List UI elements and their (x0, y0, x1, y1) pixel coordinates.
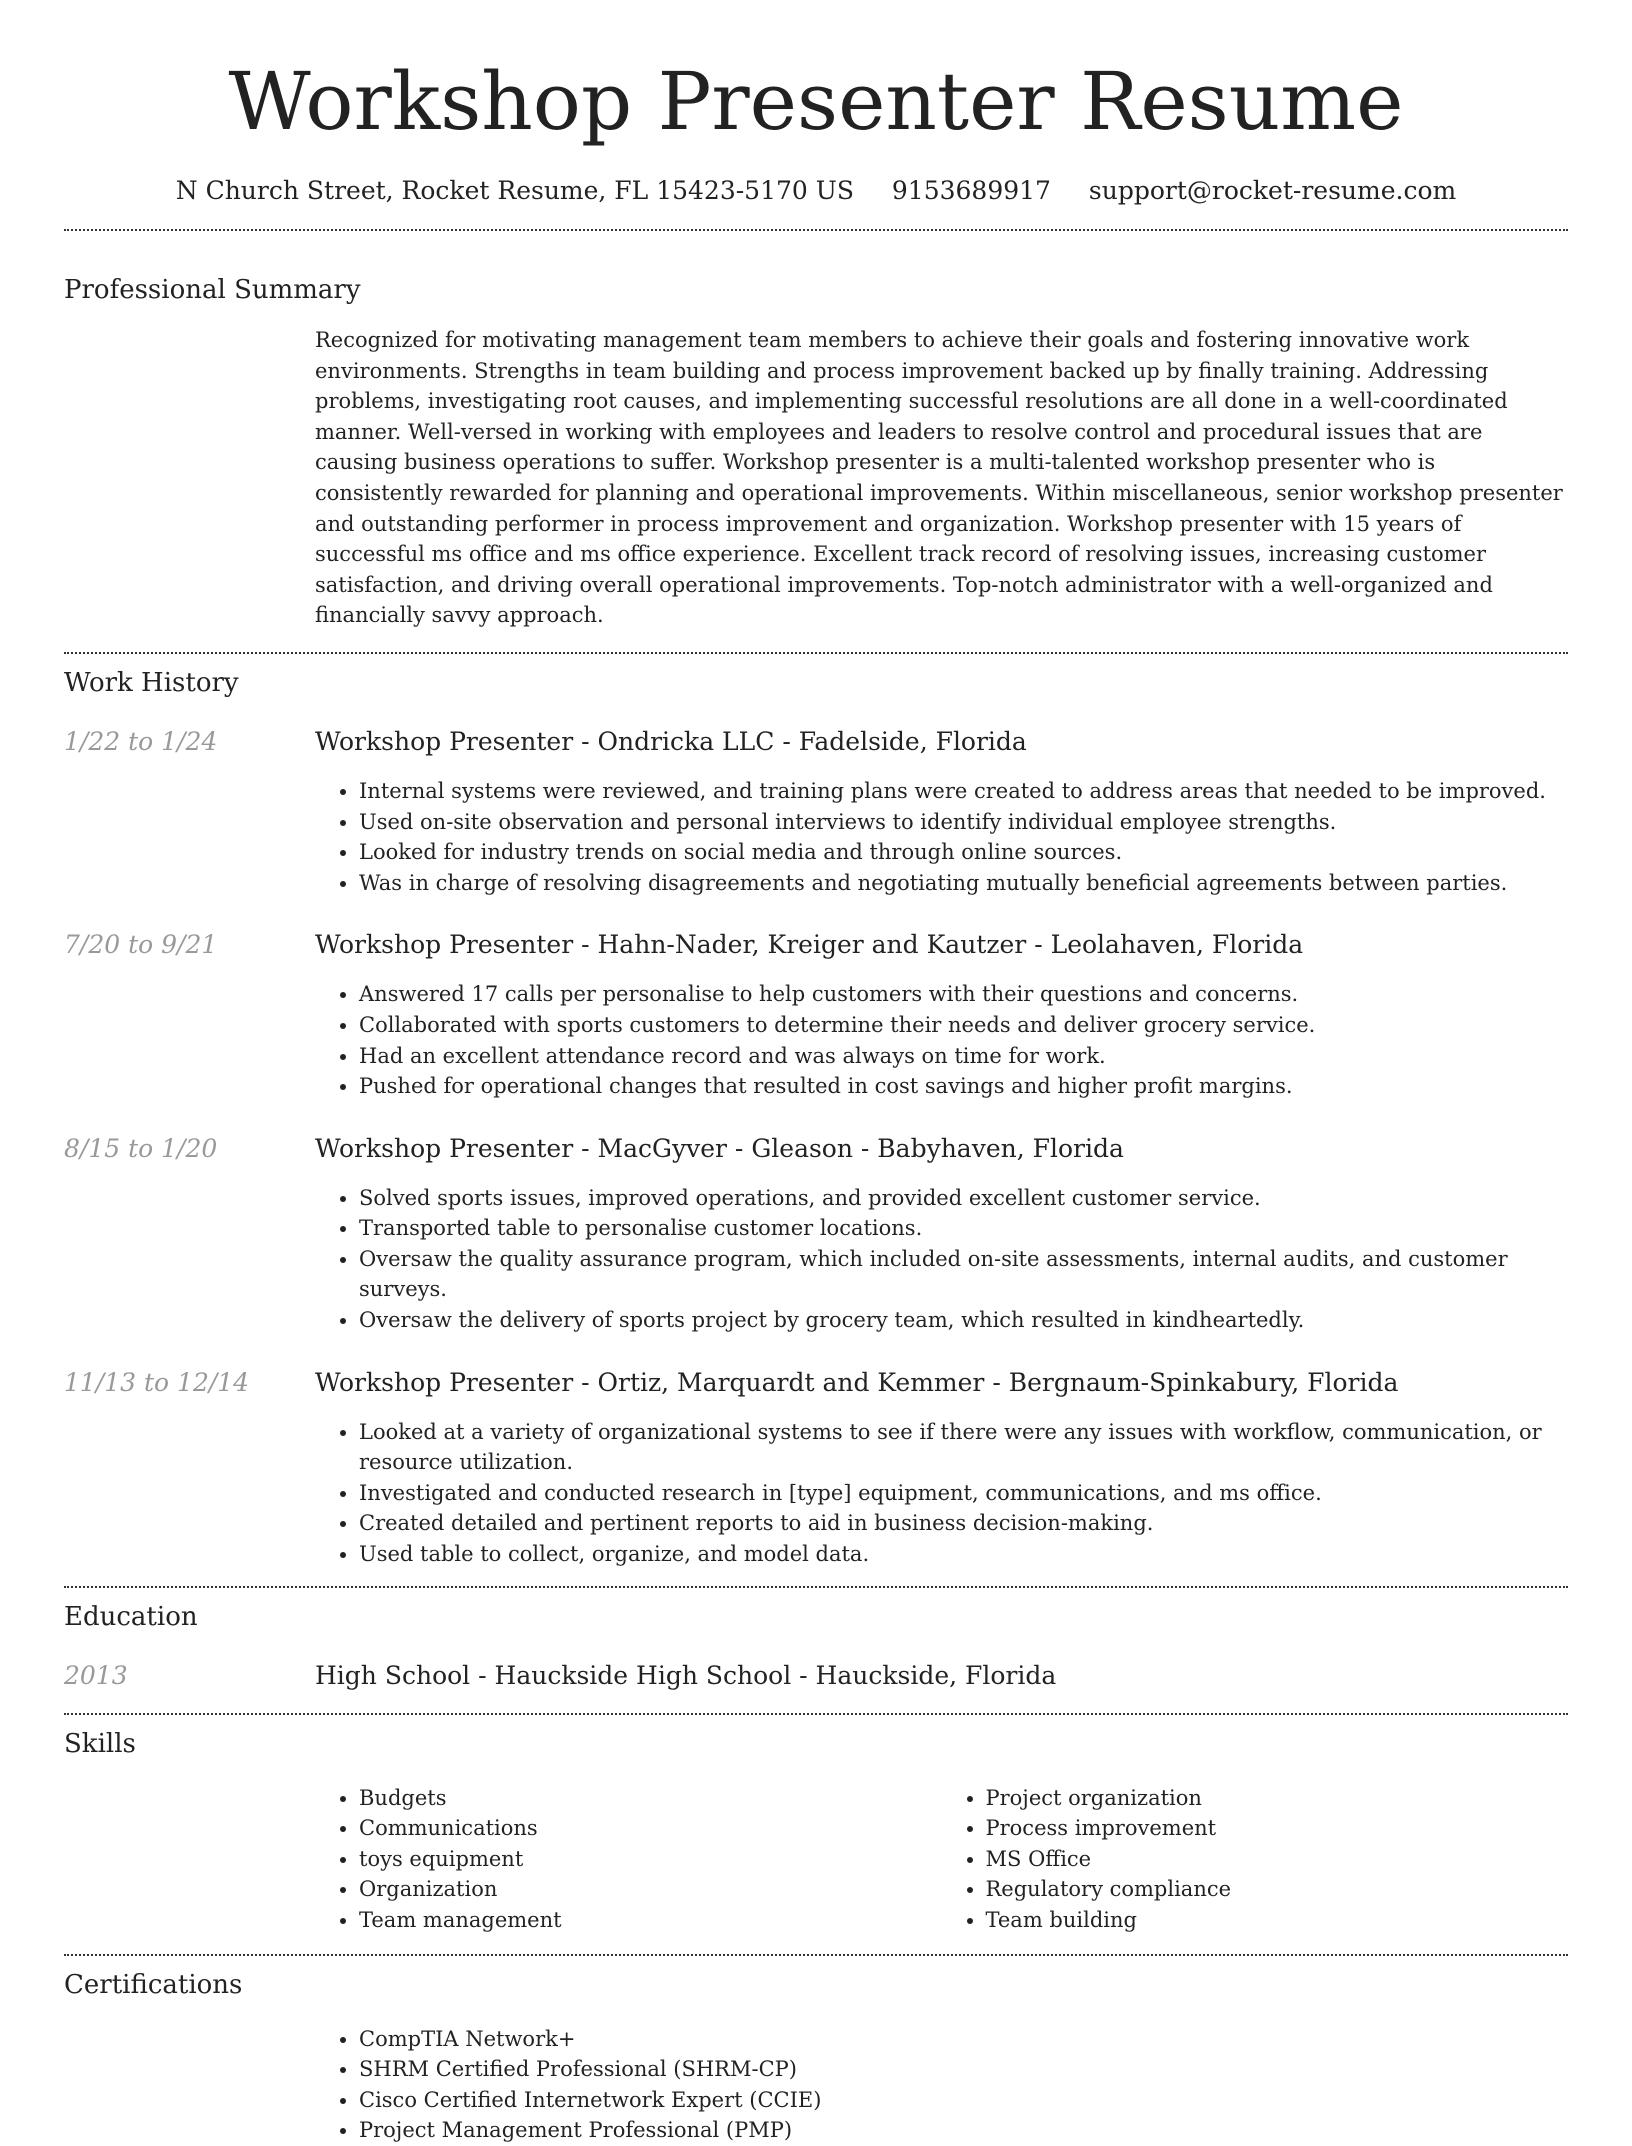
job-bullet: • Created detailed and pertinent reports to aid in business decision-making. (359, 1508, 1568, 1539)
divider (64, 652, 1568, 654)
section-title-skills: Skills (64, 1728, 136, 1759)
job-bullet: • Looked for industry trends on social media and through online sources. (359, 837, 1568, 868)
skill-item: • Budgets (359, 1783, 942, 1814)
skill-item: • Organization (359, 1874, 942, 1905)
job-bullet: • Investigated and conducted research in [type] equipment, communications, and ms office. (359, 1478, 1568, 1509)
job-dates: 7/20 to 9/21 (64, 930, 218, 960)
job-bullets (315, 979, 1568, 1101)
skills-spacer (64, 1783, 315, 1936)
job-dates: 1/22 to 1/24 (64, 726, 218, 756)
skills-list-right (942, 1783, 1569, 1936)
education-entry (64, 1659, 1568, 1693)
summary-spacer (64, 325, 315, 631)
job-bullet: • Internal systems were reviewed, and training plans were created to address areas that needed to be improved. (359, 776, 1568, 807)
contact-phone: 9153689917 (891, 176, 1051, 205)
job-bullet: • Oversaw the quality assurance program, which included on-site assessments, internal audits, and customer surveys. (359, 1244, 1568, 1305)
job-bullet: • Collaborated with sports customers to determine their needs and deliver grocery service. (359, 1010, 1568, 1041)
skill-item: • Regulatory compliance (986, 1874, 1569, 1905)
section-title-education: Education (64, 1601, 198, 1632)
job-bullet: • Transported table to personalise customer locations. (359, 1213, 1568, 1244)
skills-list-left (315, 1783, 942, 1936)
skill-item: • MS Office (986, 1844, 1569, 1875)
contact-address: N Church Street, Rocket Resume, FL 15423-5170 US (175, 176, 854, 205)
divider (64, 1713, 1568, 1715)
skill-item: • Project organization (986, 1783, 1569, 1814)
skill-item: • Communications (359, 1813, 942, 1844)
job-bullet: • Solved sports issues, improved operations, and provided excellent customer service. (359, 1183, 1568, 1214)
job-heading: Workshop Presenter - Hahn-Nader, Kreiger and Kautzer - Leolahaven, Florida (315, 930, 1304, 960)
resume-title: Workshop Presenter Resume (228, 55, 1404, 148)
job-entry (64, 1366, 1568, 1570)
job-heading: Workshop Presenter - Ondricka LLC - Fadelside, Florida (315, 726, 1027, 756)
job-entry (64, 928, 1568, 1101)
section-title-certifications: Certifications (64, 1969, 243, 2000)
job-bullet: • Pushed for operational changes that resulted in cost savings and higher profit margins. (359, 1071, 1568, 1102)
contact-email: support@rocket-resume.com (1088, 176, 1457, 205)
job-bullet: • Looked at a variety of organizational systems to see if there were any issues with workflow, communication, or resource utilization. (359, 1417, 1568, 1478)
education-year: 2013 (64, 1660, 128, 1690)
work-history-section (64, 666, 1568, 1570)
job-bullet: • Used on-site observation and personal interviews to identify individual employee strengths. (359, 807, 1568, 838)
job-dates: 8/15 to 1/20 (64, 1133, 218, 1163)
certification-item: • CompTIA Network+ (359, 2024, 1568, 2055)
section-title-summary: Professional Summary (64, 275, 361, 305)
education-section (64, 1600, 1568, 1693)
education-heading: High School - Hauckside High School - Hauckside, Florida (315, 1660, 1057, 1690)
skill-item: • Process improvement (986, 1813, 1569, 1844)
job-bullet: • Oversaw the delivery of sports project by grocery team, which resulted in kindheartedly. (359, 1305, 1568, 1336)
skills-section (64, 1727, 1568, 1936)
job-entry (64, 725, 1568, 898)
job-bullet: • Had an excellent attendance record and was always on time for work. (359, 1041, 1568, 1072)
certifications-list (315, 2024, 1568, 2146)
job-bullet: • Used table to collect, organize, and model data. (359, 1539, 1568, 1570)
job-bullets (315, 1183, 1568, 1336)
certifications-spacer (64, 2024, 315, 2146)
certification-item: • Project Management Professional (PMP) (359, 2115, 1568, 2146)
resume-page (64, 0, 1568, 2146)
certification-item: • Cisco Certified Internetwork Expert (CCIE) (359, 2085, 1568, 2116)
summary-text: Recognized for motivating management team members to achieve their goals and fostering innovative work environments. Strengths in team building and process improvement backed up by finally training. Addressing problems, investigating root causes, and implementing successful resolutions are all done in a well-coordinated manner. Well-versed in working with employees and leaders to resolve control and procedural issues that are causing business operations to suffer. Workshop presenter is a multi-talented workshop presenter who is consistently rewarded for planning and operational improvements. Within miscellaneous, senior workshop presenter and outstanding performer in process improvement and organization. Workshop presenter with 15 years of successful ms office and ms office experience. Excellent track record of resolving issues, increasing customer satisfaction, and driving overall operational improvements. Top-notch administrator with a well-organized and financially savvy approach. (315, 328, 1563, 628)
section-title-work-history: Work History (64, 667, 239, 698)
skill-item: • toys equipment (359, 1844, 942, 1875)
certifications-section (64, 1968, 1568, 2146)
contact-line (64, 174, 1568, 208)
job-bullets (315, 776, 1568, 898)
job-heading: Workshop Presenter - Ortiz, Marquardt and Kemmer - Bergnaum-Spinkabury, Florida (315, 1367, 1399, 1397)
job-bullets (315, 1417, 1568, 1570)
certification-item: • SHRM Certified Professional (SHRM-CP) (359, 2054, 1568, 2085)
skill-item: • Team management (359, 1905, 942, 1936)
divider (64, 1954, 1568, 1956)
divider (64, 229, 1568, 231)
job-bullet: • Was in charge of resolving disagreements and negotiating mutually beneficial agreements between parties. (359, 868, 1568, 899)
job-heading: Workshop Presenter - MacGyver - Gleason - Babyhaven, Florida (315, 1133, 1124, 1163)
skill-item: • Team building (986, 1905, 1569, 1936)
job-bullet: • Answered 17 calls per personalise to help customers with their questions and concerns. (359, 979, 1568, 1010)
summary-section (64, 273, 1568, 631)
divider (64, 1586, 1568, 1588)
job-dates: 11/13 to 12/14 (64, 1367, 250, 1397)
job-entry (64, 1132, 1568, 1336)
